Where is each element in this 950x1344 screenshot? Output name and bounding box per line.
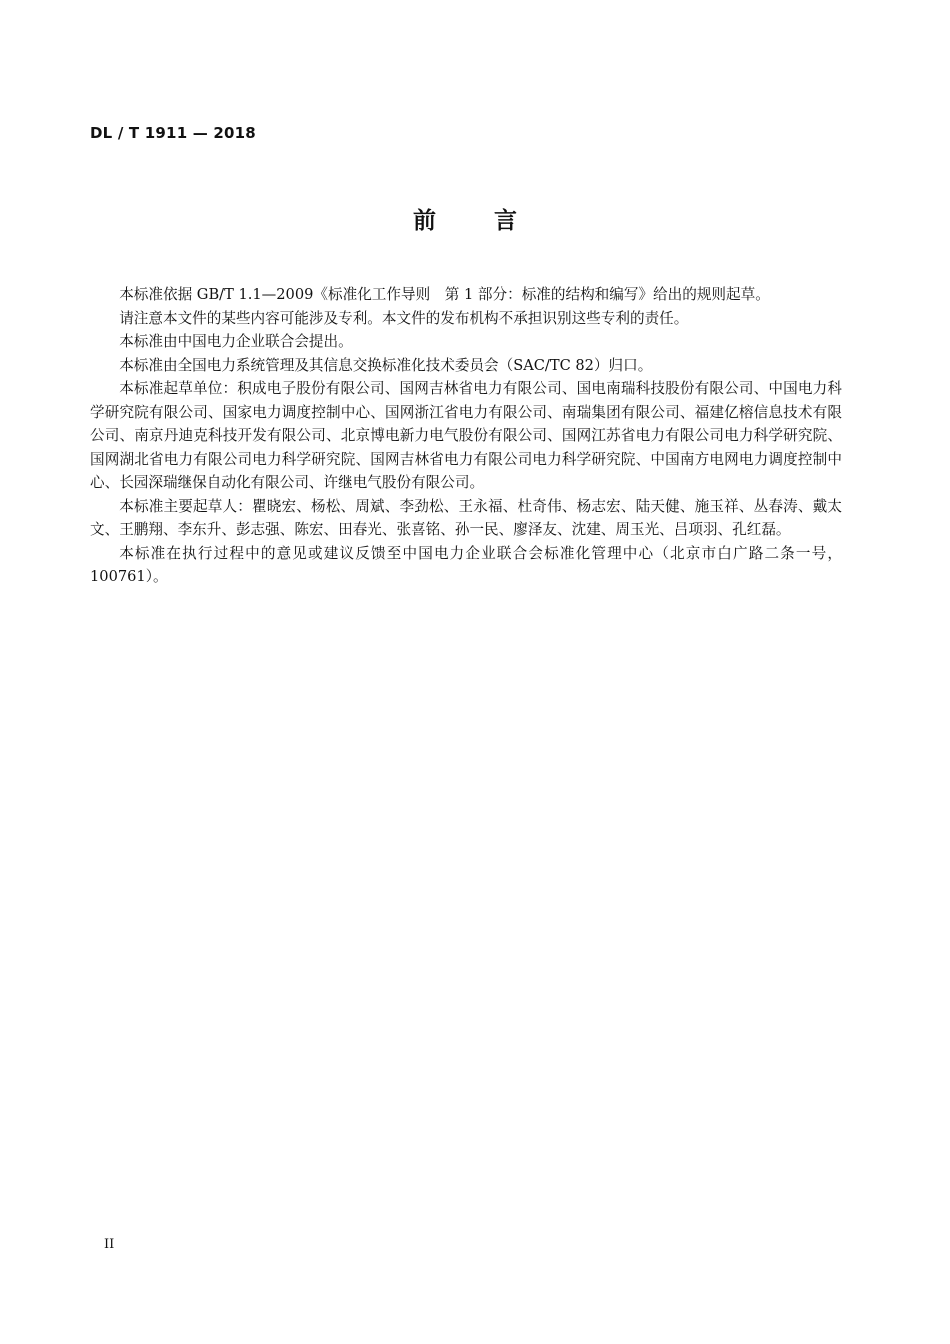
paragraph-feedback: 本标准在执行过程中的意见或建议反馈至中国电力企业联合会标准化管理中心（北京市白广路二条一号，100761）。: [90, 544, 842, 585]
document-header: [90, 124, 256, 142]
paragraph-patent-notice: 请注意本文件的某些内容可能涉及专利。本文件的发布机构不承担识别这些专利的责任。: [119, 309, 689, 327]
paragraph-drafters: 本标准主要起草人：瞿晓宏、杨松、周斌、李劲松、王永福、杜奇伟、杨志宏、陆天健、施玉祥、丛春涛、戴太文、王鹏翔、李东升、彭志强、陈宏、田春光、张喜铭、孙一民、廖泽友、沈建、周玉光、吕项羽、孔红磊。: [90, 497, 842, 538]
paragraph-drafting-rules: 本标准依据 GB/T 1.1—2009《标准化工作导则 第 1 部分：标准的结构和编写》给出的规则起草。: [119, 286, 770, 303]
paragraph-under-jurisdiction: 本标准由全国电力系统管理及其信息交换标准化技术委员会（SAC/TC 82）归口。: [119, 356, 653, 374]
page-title: 前言: [413, 208, 575, 234]
page-number: II: [104, 1237, 115, 1252]
paragraph-drafting-units: 本标准起草单位：积成电子股份有限公司、国网吉林省电力有限公司、国电南瑞科技股份有限公司、中国电力科学研究院有限公司、国家电力调度控制中心、国网浙江省电力有限公司、南瑞集团有限公司、福建亿榕信息技术有限公司、南京丹迪克科技开发有限公司、北京博电新力电气股份有限公司、国网江苏省电力有限公司电力科学研究院、国网湖北省电力有限公司电力科学研究院、国网吉林省电力有限公司电力科学研究院、中国南方电网电力调度控制中心、长园深瑞继保自动化有限公司、许继电气股份有限公司。: [90, 380, 842, 491]
paragraph-proposed-by: 本标准由中国电力企业联合会提出。: [119, 333, 353, 350]
foreword-body: [90, 283, 842, 589]
standard-code: DL / T 1911 — 2018: [90, 124, 256, 142]
